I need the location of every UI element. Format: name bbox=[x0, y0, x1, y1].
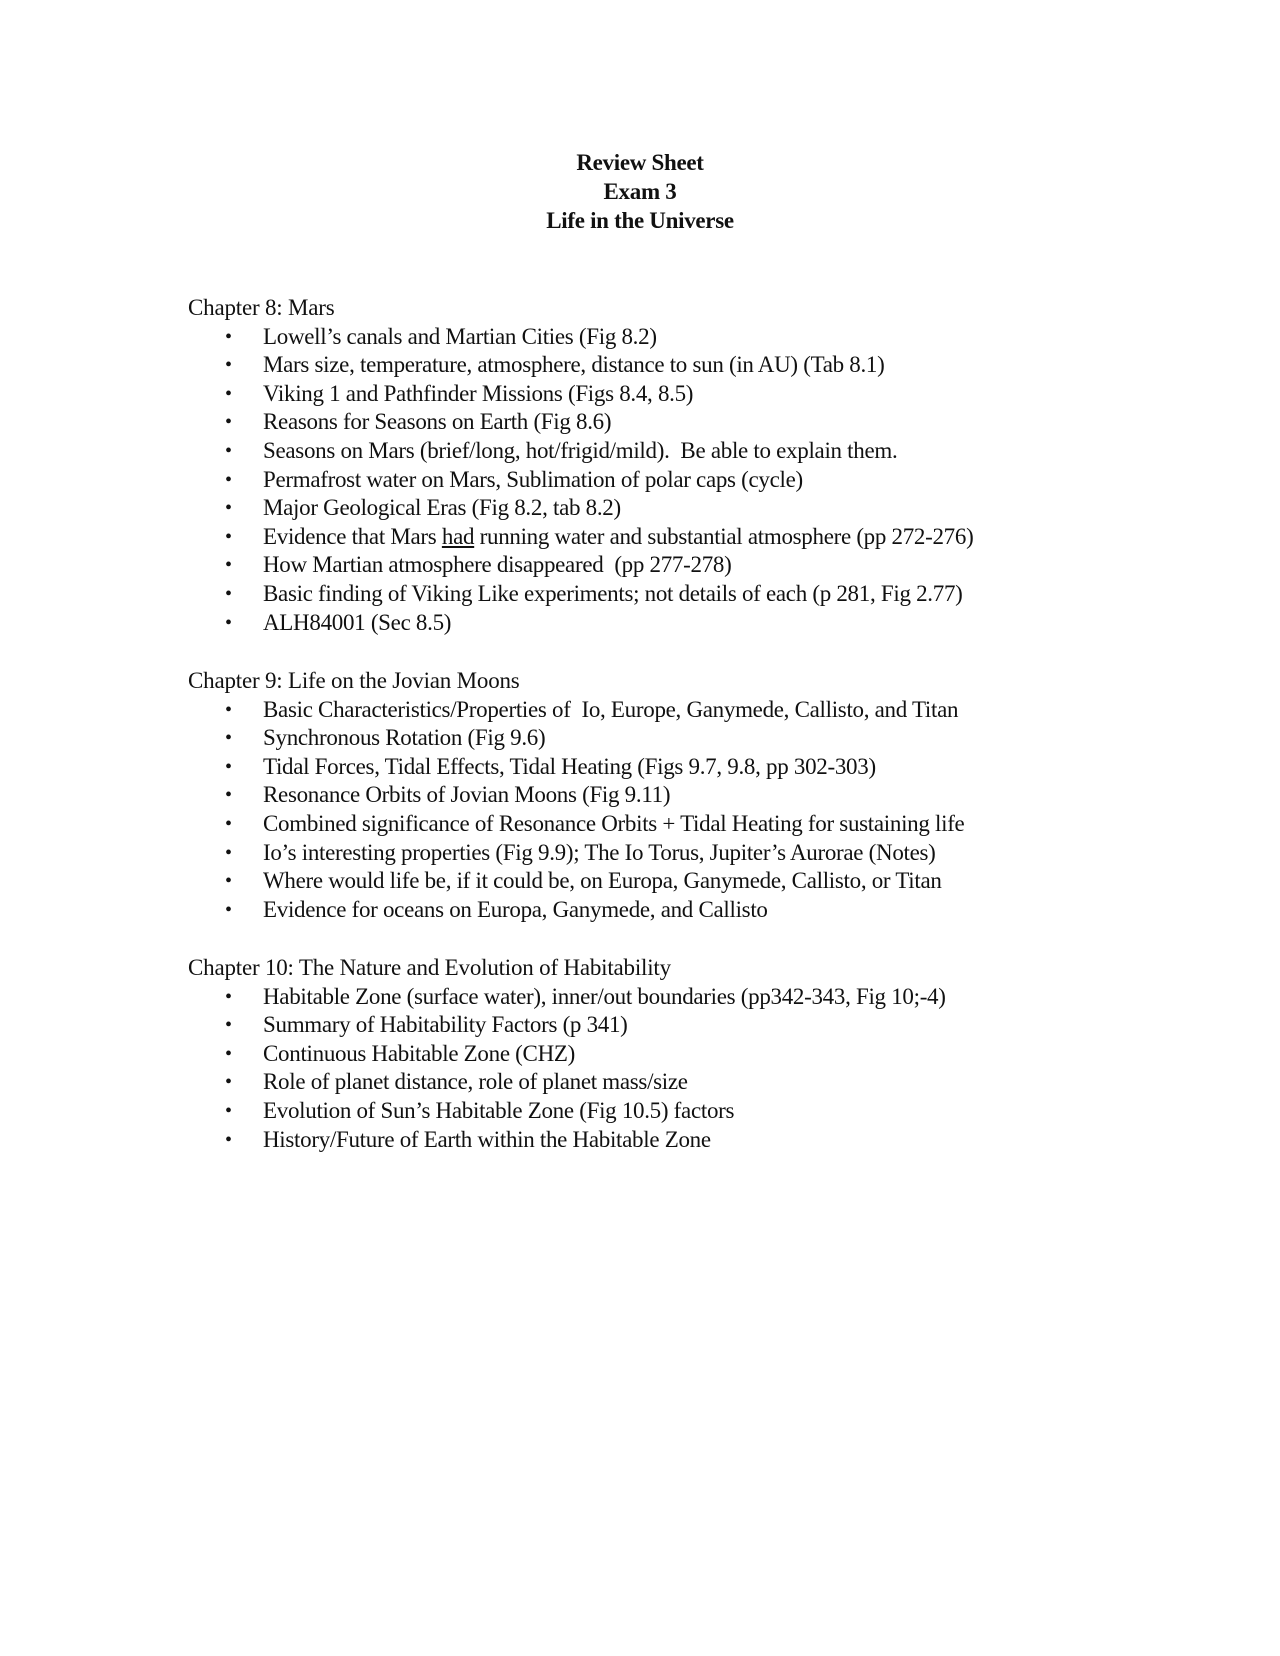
list-item: • Permafrost water on Mars, Sublimation of polar caps (cycle) bbox=[188, 466, 1188, 495]
bullet-icon: • bbox=[225, 784, 232, 807]
chapter-heading: Chapter 8: Mars bbox=[188, 295, 335, 320]
bullet-icon: • bbox=[225, 497, 232, 520]
bullet-icon: • bbox=[225, 582, 232, 605]
list-item: • Seasons on Mars (brief/long, hot/frigid/mild). Be able to explain them. bbox=[188, 437, 1188, 466]
list-item: • Continuous Habitable Zone (CHZ) bbox=[188, 1040, 1188, 1069]
list-item: • Viking 1 and Pathfinder Missions (Figs 8.4, 8.5) bbox=[188, 380, 1188, 409]
title-exam: Exam 3 bbox=[603, 179, 677, 204]
list-item: • Mars size, temperature, atmosphere, distance to sun (in AU) (Tab 8.1) bbox=[188, 351, 1188, 380]
bullet-icon: • bbox=[225, 1071, 232, 1094]
bullet-icon: • bbox=[225, 727, 232, 750]
bullet-icon: • bbox=[225, 1099, 232, 1122]
bullet-icon: • bbox=[225, 1014, 232, 1037]
section-chapter-9 bbox=[188, 667, 1188, 924]
bullet-icon: • bbox=[225, 354, 232, 377]
list-item: • Where would life be, if it could be, on Europa, Ganymede, Callisto, or Titan bbox=[188, 867, 1188, 896]
item-text-before: Evidence that Mars bbox=[263, 523, 442, 549]
list-item: • Basic Characteristics/Properties of Io, Europe, Ganymede, Callisto, and Titan bbox=[188, 696, 1188, 725]
list-item: • Synchronous Rotation (Fig 9.6) bbox=[188, 724, 1188, 753]
list-item: • Evolution of Sun’s Habitable Zone (Fig 10.5) factors bbox=[188, 1097, 1188, 1126]
chapter-heading: Chapter 10: The Nature and Evolution of Habitability bbox=[188, 955, 671, 980]
list-item: • Io’s interesting properties (Fig 9.9); The Io Torus, Jupiter’s Aurorae (Notes) bbox=[188, 839, 1188, 868]
title-review-sheet: Review Sheet bbox=[576, 150, 704, 175]
list-item: • Habitable Zone (surface water), inner/out boundaries (pp342-343, Fig 10;-4) bbox=[188, 983, 1188, 1012]
list-item: • ALH84001 (Sec 8.5) bbox=[188, 609, 1188, 638]
bullet-icon: • bbox=[225, 468, 232, 491]
bullet-icon: • bbox=[225, 870, 232, 893]
bullet-icon: • bbox=[225, 411, 232, 434]
list-item: • Reasons for Seasons on Earth (Fig 8.6) bbox=[188, 408, 1188, 437]
bullet-icon: • bbox=[225, 382, 232, 405]
list-item: • Basic finding of Viking Like experiments; not details of each (p 281, Fig 2.77) bbox=[188, 580, 1188, 609]
bullet-icon: • bbox=[225, 1128, 232, 1151]
item-text-after: running water and substantial atmosphere (pp 272-276) bbox=[474, 523, 974, 549]
list-item: • Combined significance of Resonance Orbits + Tidal Heating for sustaining life bbox=[188, 810, 1188, 839]
bullet-icon: • bbox=[225, 439, 232, 462]
list-item: • Resonance Orbits of Jovian Moons (Fig 9.11) bbox=[188, 781, 1188, 810]
item-list bbox=[188, 323, 1188, 638]
bullet-icon: • bbox=[225, 812, 232, 835]
item-list bbox=[188, 983, 1188, 1155]
title-block bbox=[0, 148, 1280, 235]
bullet-icon: • bbox=[225, 985, 232, 1008]
bullet-icon: • bbox=[225, 611, 232, 634]
bullet-icon: • bbox=[225, 1042, 232, 1065]
list-item: • History/Future of Earth within the Habitable Zone bbox=[188, 1126, 1188, 1155]
title-course: Life in the Universe bbox=[546, 208, 734, 233]
bullet-icon: • bbox=[225, 898, 232, 921]
chapter-heading: Chapter 9: Life on the Jovian Moons bbox=[188, 668, 520, 693]
list-item: • Role of planet distance, role of planet mass/size bbox=[188, 1068, 1188, 1097]
list-item: • Evidence for oceans on Europa, Ganymede, and Callisto bbox=[188, 896, 1188, 925]
bullet-icon: • bbox=[225, 841, 232, 864]
list-item: • How Martian atmosphere disappeared (pp 277-278) bbox=[188, 551, 1188, 580]
bullet-icon: • bbox=[225, 698, 232, 721]
bullet-icon: • bbox=[225, 554, 232, 577]
section-chapter-10 bbox=[188, 954, 1188, 1154]
bullet-icon: • bbox=[225, 525, 232, 548]
section-chapter-8 bbox=[188, 294, 1188, 637]
list-item: • Major Geological Eras (Fig 8.2, tab 8.2) bbox=[188, 494, 1188, 523]
underlined-word: had bbox=[441, 523, 475, 549]
list-item bbox=[188, 523, 1188, 552]
item-list bbox=[188, 696, 1188, 925]
list-item: • Lowell’s canals and Martian Cities (Fig 8.2) bbox=[188, 323, 1188, 352]
bullet-icon: • bbox=[225, 325, 232, 348]
bullet-icon: • bbox=[225, 755, 232, 778]
list-item: • Tidal Forces, Tidal Effects, Tidal Heating (Figs 9.7, 9.8, pp 302-303) bbox=[188, 753, 1188, 782]
list-item: • Summary of Habitability Factors (p 341) bbox=[188, 1011, 1188, 1040]
